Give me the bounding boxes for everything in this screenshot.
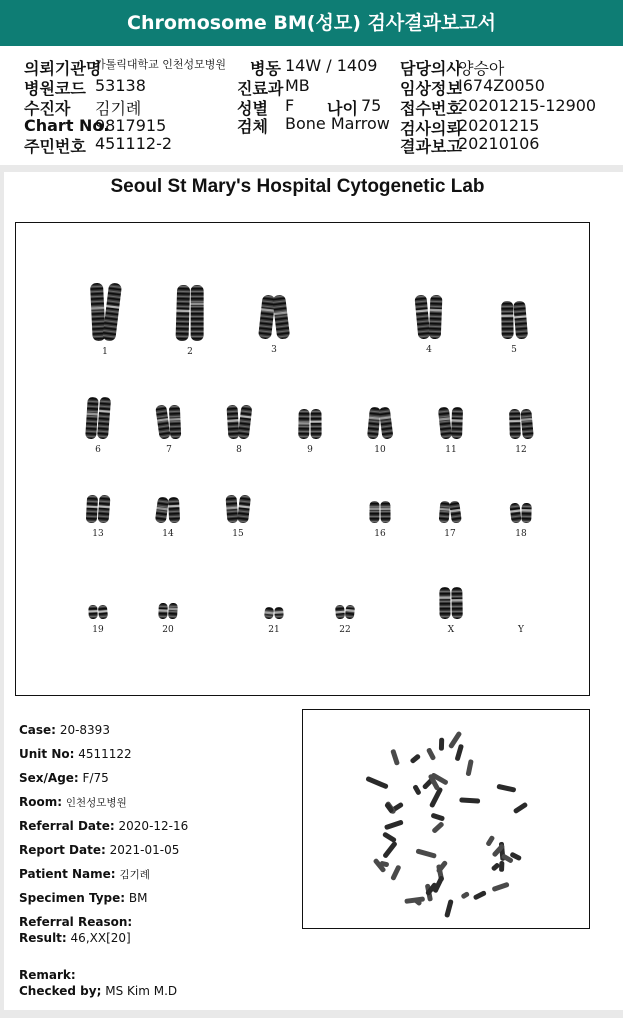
test-request-label: 검사의뢰 [400, 119, 462, 138]
chromosome-label-17: 17 [444, 529, 456, 539]
chromosome-pair-22 [335, 605, 355, 620]
page-left-edge [0, 165, 4, 1018]
chromosome-label-11: 11 [445, 445, 457, 455]
test-request-value: 20201215 [458, 116, 540, 135]
chromosome-pair-7 [155, 404, 181, 439]
chromosome-label-1: 1 [102, 347, 108, 357]
chromosome-label-7: 7 [166, 445, 172, 455]
metaphase-chromosome [415, 848, 436, 858]
result-report-label: 결과보고 [400, 137, 462, 156]
metaphase-chromosome [430, 813, 445, 822]
specimen-type-row: Specimen Type: BM [19, 891, 148, 905]
result-row: Result: 46,XX[20] [19, 931, 131, 945]
case-row: Case: 20-8393 [19, 723, 110, 737]
chromosome-label-14: 14 [162, 529, 174, 539]
patient-value: 김기례 [95, 99, 142, 118]
chromosome-pair-2 [175, 285, 204, 341]
hospital-code-value: 53138 [95, 76, 146, 95]
clinical-info-label: 임상정보 [400, 79, 462, 98]
age-label: 나이 [327, 99, 358, 118]
department-label: 진료과 [237, 79, 284, 98]
institution-value: 가톨릭대학교 인천성모병원 [95, 58, 227, 71]
chromosome-pair-5 [501, 301, 528, 340]
metaphase-chromosome [390, 864, 401, 881]
room-row: Room: 인천성모병원 [19, 795, 127, 809]
chromosome-pair-8 [226, 404, 252, 439]
ward-label: 병동 [250, 59, 281, 78]
chromosome-pair-17 [439, 500, 462, 523]
specimen-label: 검체 [237, 117, 268, 136]
metaphase-chromosome [455, 744, 465, 762]
chromosome-label-22: 22 [339, 625, 351, 635]
doctor-value: 양승아 [458, 59, 505, 78]
sex-label: 성별 [237, 99, 268, 118]
hospital-code-label: 병원코드 [24, 79, 86, 98]
chromosome-label-2: 2 [187, 347, 193, 357]
metaphase-chromosome [431, 821, 444, 834]
chromosome-label-6: 6 [95, 445, 101, 455]
metaphase-chromosome [466, 759, 474, 776]
metaphase-chromosome [382, 841, 398, 859]
referral-date-row: Referral Date: 2020-12-16 [19, 819, 189, 833]
chromosome-pair-15 [225, 494, 251, 523]
unit-no-row: Unit No: 4511122 [19, 747, 132, 761]
resident-no-label: 주민번호 [24, 137, 86, 156]
chromosome-pair-20 [158, 603, 178, 620]
institution-label: 의뢰기관명 [24, 59, 102, 78]
metaphase-chromosome [382, 831, 397, 843]
chromosome-pair-14 [155, 496, 180, 523]
chromosome-pair-18 [509, 502, 532, 523]
chromosome-pair-11 [438, 407, 463, 440]
receipt-no-label: 접수번호 [400, 99, 462, 118]
metaphase-image [303, 710, 589, 928]
metaphase-chromosome [444, 899, 454, 918]
remark-row: Remark: [19, 968, 76, 982]
metaphase-chromosome [404, 896, 425, 904]
chromosome-label-12: 12 [515, 445, 527, 455]
department-value: MB [285, 76, 310, 95]
metaphase-chromosome [365, 776, 389, 790]
chromosome-label-15: 15 [232, 529, 244, 539]
chromosome-pair-3 [258, 294, 290, 339]
chromosome-pair-1 [90, 282, 122, 341]
metaphase-chromosome [473, 890, 487, 900]
chromosome-label-8: 8 [236, 445, 242, 455]
chromosome-label-3: 3 [271, 345, 277, 355]
age-value: 75 [361, 96, 382, 115]
chart-no-label: Chart No. [24, 116, 110, 135]
metaphase-chromosome [390, 749, 400, 766]
chromosome-pair-9 [298, 409, 322, 439]
chromosome-label-13: 13 [92, 529, 104, 539]
referral-reason-row: Referral Reason: [19, 915, 133, 929]
chromosome-label-21: 21 [268, 625, 280, 635]
chromosome-pair-X [439, 587, 463, 619]
chromosome-label-19: 19 [92, 625, 104, 635]
chromosome-label-10: 10 [374, 445, 386, 455]
report-date-row: Report Date: 2021-01-05 [19, 843, 180, 857]
checked-by-row: Checked by; MS Kim M.D [19, 984, 178, 998]
sex-age-row: Sex/Age: F/75 [19, 771, 109, 785]
chromosome-label-5: 5 [511, 345, 517, 355]
chromosome-label-4: 4 [426, 345, 432, 355]
chromosome-label-18: 18 [515, 529, 527, 539]
clinical-info-value: I674Z0050 [458, 76, 545, 95]
chromosome-pair-4 [414, 295, 442, 340]
metaphase-chromosome [384, 819, 404, 830]
metaphase-chromosome [485, 835, 495, 847]
metaphase-chromosome [439, 738, 444, 751]
chromosome-pair-19 [88, 605, 108, 620]
chromosome-pair-12 [509, 409, 534, 440]
patient-label: 수진자 [24, 99, 71, 118]
chart-no-value: 9817915 [95, 116, 167, 135]
resident-no-value: 451112-2 [95, 134, 173, 153]
chromosome-label-X: X [447, 625, 455, 635]
metaphase-chromosome [491, 862, 501, 872]
chromosome-pair-6 [85, 397, 111, 440]
report-title: Chromosome BM(성모) 검사결과보고서 [0, 0, 623, 46]
metaphase-chromosome [426, 747, 436, 761]
chromosome-pair-21 [264, 607, 284, 620]
metaphase-chromosome [460, 891, 470, 900]
metaphase-chromosome [412, 784, 422, 796]
chromosome-pair-16 [369, 501, 391, 523]
lab-title: Seoul St Mary's Hospital Cytogenetic Lab [110, 176, 485, 197]
metaphase-chromosome [492, 882, 510, 892]
sex-value: F [285, 96, 295, 115]
section-divider [0, 165, 623, 172]
result-report-value: 20210106 [458, 134, 540, 153]
ward-value: 14W / 1409 [285, 56, 378, 75]
chromosome-label-9: 9 [307, 445, 313, 455]
page-bottom-edge [0, 1010, 623, 1018]
metaphase-chromosome [459, 797, 480, 803]
patient-name-row: Patient Name: 김기례 [19, 867, 150, 881]
metaphase-chromosome [499, 861, 504, 872]
metaphase-chromosome [513, 802, 529, 815]
chromosome-pair-10 [367, 406, 394, 439]
metaphase-chromosome [409, 753, 421, 764]
chromosome-label-20: 20 [162, 625, 174, 635]
karyotype-panel [15, 222, 590, 696]
chromosome-pair-13 [86, 495, 111, 524]
metaphase-chromosome [496, 784, 516, 793]
metaphase-panel [302, 709, 590, 929]
chromosome-label-16: 16 [374, 529, 386, 539]
specimen-value: Bone Marrow [285, 114, 390, 133]
chromosome-label-Y: Y [518, 625, 524, 635]
doctor-label: 담당의사 [400, 59, 462, 78]
receipt-no-value: 20201215-12900 [458, 96, 597, 115]
